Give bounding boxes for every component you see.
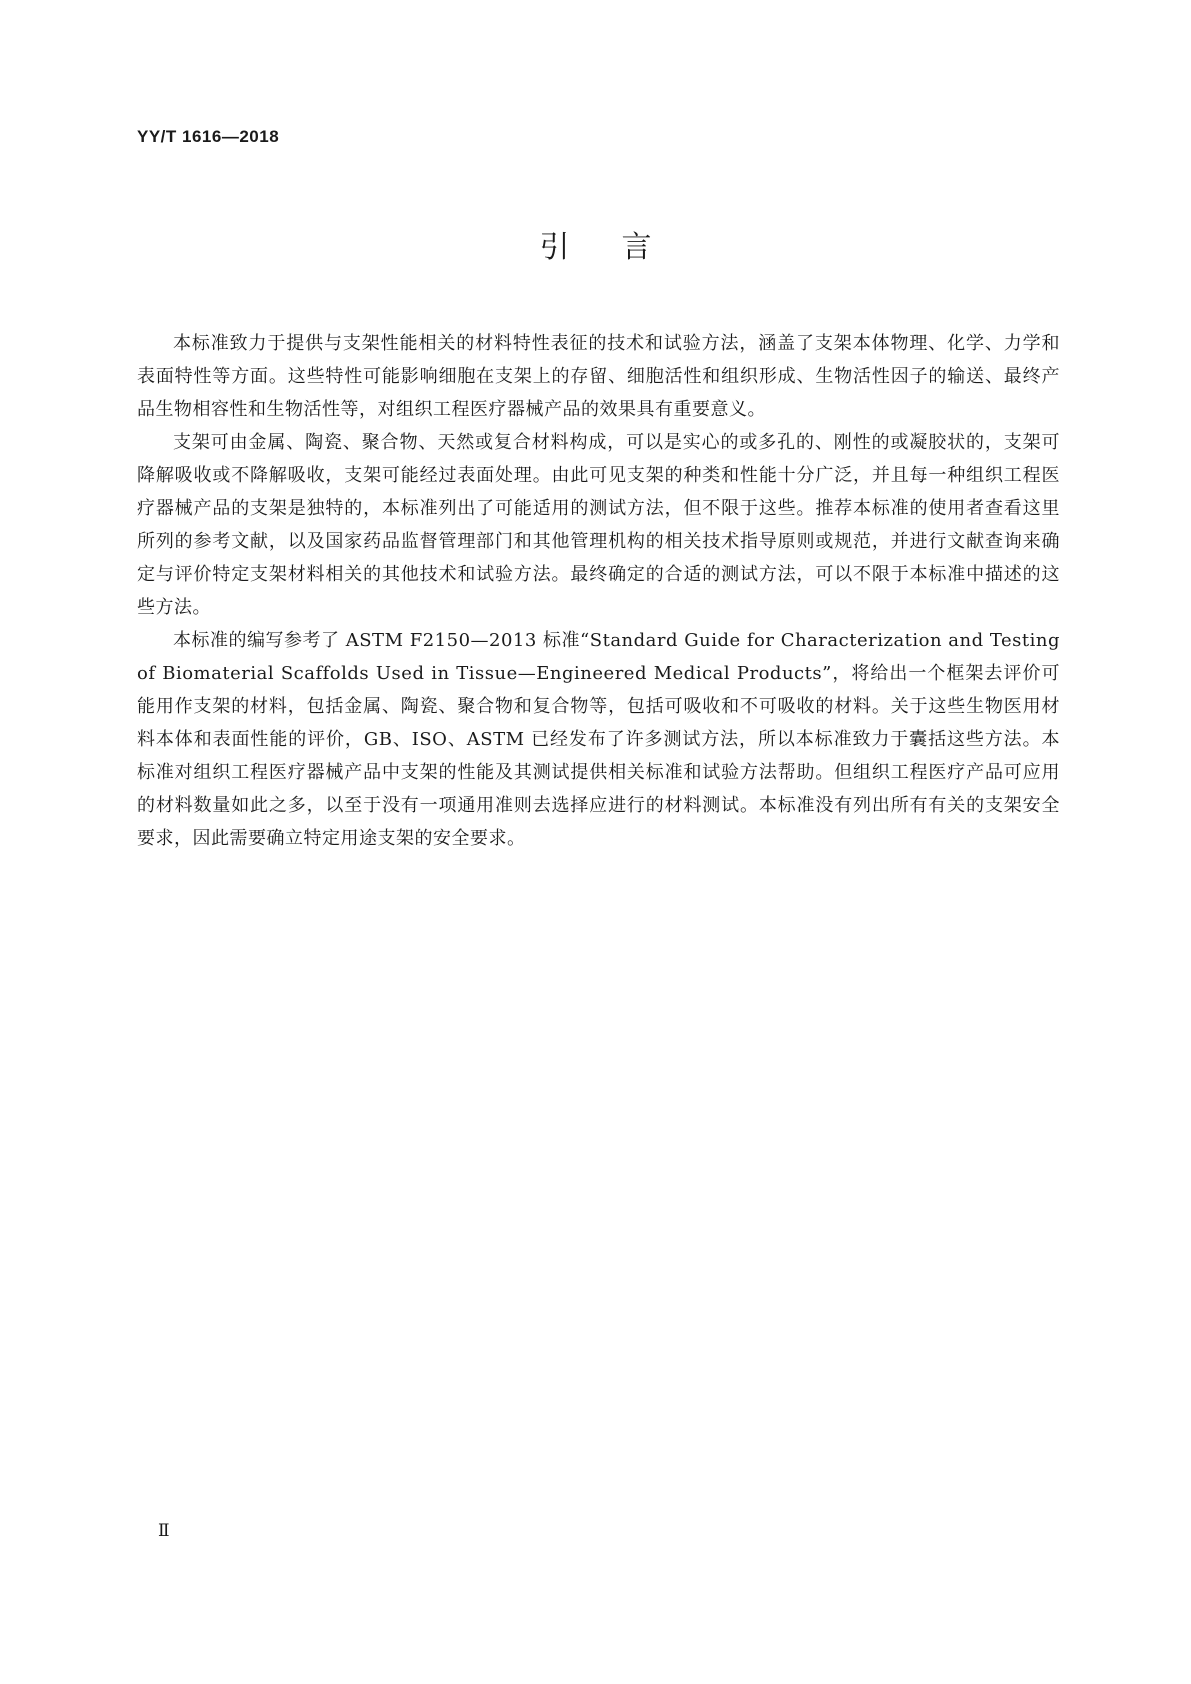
standard-code: YY/T 1616—2018: [137, 127, 280, 146]
paragraph-3: 本标准的编写参考了 ASTM F2150—2013 标准“Standard Guide for Characterization and Testing of Biomaterial Scaffolds Used in Tissue—Engineered Medical Products”，将给出一个框架去评价可能用作支架的材料，包括金属、陶瓷、聚合物和复合物等，包括可吸收和不可吸收的材料。关于这些生物医用材料本体和表面性能的评价，GB、ISO、ASTM 已经发布了许多测试方法，所以本标准致力于囊括这些方法。本标准对组织工程医疗器械产品中支架的性能及其测试提供相关标准和试验方法帮助。但组织工程医疗产品可应用的材料数量如此之多，以至于没有一项通用准则去选择应进行的材料测试。本标准没有列出所有有关的支架安全要求，因此需要确立特定用途支架的安全要求。: [137, 630, 1060, 849]
page-number: Ⅱ: [158, 1521, 170, 1540]
paragraph-2: 支架可由金属、陶瓷、聚合物、天然或复合材料构成，可以是实心的或多孔的、刚性的或凝胶状的，支架可降解吸收或不降解吸收，支架可能经过表面处理。由此可见支架的种类和性能十分广泛，并且每一种组织工程医疗器械产品的支架是独特的，本标准列出了可能适用的测试方法，但不限于这些。推荐本标准的使用者查看这里所列的参考文献，以及国家药品监督管理部门和其他管理机构的相关技术指导原则或规范，并进行文献查询来确定与评价特定支架材料相关的其他技术和试验方法。最终确定的合适的测试方法，可以不限于本标准中描述的这些方法。: [137, 432, 1060, 618]
paragraph-1: 本标准致力于提供与支架性能相关的材料特性表征的技术和试验方法，涵盖了支架本体物理、化学、力学和表面特性等方面。这些特性可能影响细胞在支架上的存留、细胞活性和组织形成、生物活性因子的输送、最终产品生物相容性和生物活性等，对组织工程医疗器械产品的效果具有重要意义。: [137, 333, 1060, 420]
page-title: 引言: [539, 230, 704, 265]
introduction-body: [137, 327, 1060, 855]
